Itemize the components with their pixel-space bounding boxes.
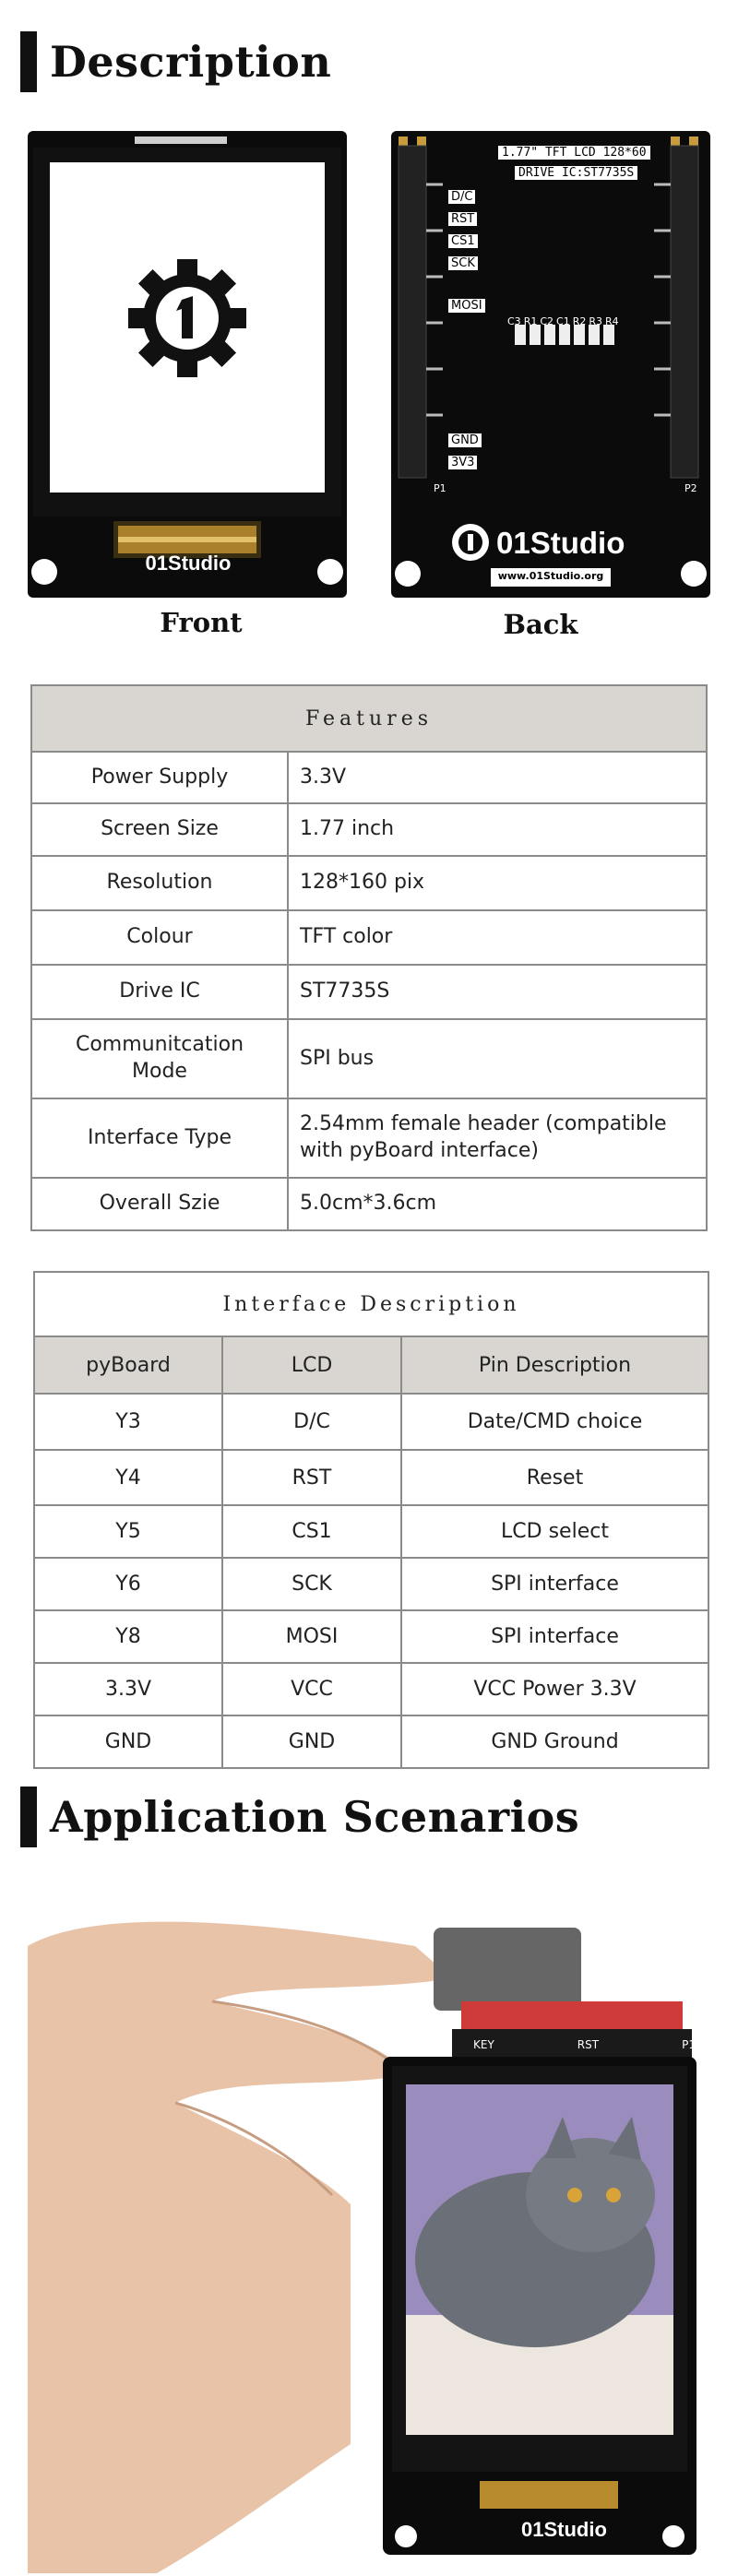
feature-value: 128*160 pix bbox=[288, 856, 707, 910]
front-caption: Front bbox=[160, 607, 243, 638]
feature-value: SPI bus bbox=[288, 1019, 707, 1098]
table-cell: Y3 bbox=[34, 1394, 222, 1450]
table-cell: Y4 bbox=[34, 1450, 222, 1505]
table-row bbox=[34, 1505, 708, 1558]
back-caption: Back bbox=[503, 609, 578, 640]
table-cell: CS1 bbox=[222, 1505, 401, 1558]
application-brand-label: 01Studio bbox=[521, 2518, 607, 2541]
table-cell: VCC Power 3.3V bbox=[401, 1663, 708, 1715]
interface-header-row bbox=[34, 1336, 708, 1394]
back-url-label: www.01Studio.org bbox=[497, 570, 604, 582]
feature-label: Power Supply bbox=[31, 752, 288, 803]
back-component-labels bbox=[507, 315, 619, 327]
feature-value: 5.0cm*3.6cm bbox=[288, 1178, 707, 1230]
back-pin-mosi: MOSI bbox=[448, 299, 485, 313]
table-row bbox=[34, 1450, 708, 1505]
application-photo bbox=[18, 1891, 720, 2573]
front-board-image bbox=[26, 129, 349, 599]
component-label: R1 bbox=[523, 315, 538, 327]
feature-label: Communitcation Mode bbox=[31, 1019, 288, 1098]
table-cell: Reset bbox=[401, 1450, 708, 1505]
table-cell: SCK bbox=[222, 1558, 401, 1610]
description-heading bbox=[20, 30, 331, 94]
back-silk-title2: DRIVE IC:ST7735S bbox=[515, 166, 637, 180]
table-cell: VCC bbox=[222, 1663, 401, 1715]
board-label-rst: RST bbox=[577, 2038, 600, 2051]
feature-value: TFT color bbox=[288, 910, 707, 965]
component-label: R2 bbox=[572, 315, 587, 327]
table-cell: LCD select bbox=[401, 1505, 708, 1558]
back-silk-title1: 1.77" TFT LCD 128*60 bbox=[498, 146, 650, 160]
table-cell: RST bbox=[222, 1450, 401, 1505]
table-row bbox=[31, 910, 707, 965]
feature-label: Interface Type bbox=[31, 1098, 288, 1178]
table-row bbox=[31, 856, 707, 910]
board-label-p1: P1 bbox=[682, 2038, 696, 2051]
table-cell: Y6 bbox=[34, 1558, 222, 1610]
heading-bar bbox=[20, 31, 37, 92]
description-title: Description bbox=[50, 37, 332, 87]
heading-bar bbox=[20, 1787, 37, 1847]
application-heading bbox=[20, 1785, 579, 1849]
column-header: Pin Description bbox=[401, 1336, 708, 1394]
table-row bbox=[34, 1610, 708, 1663]
table-row bbox=[34, 1394, 708, 1450]
front-brand-label: 01Studio bbox=[145, 552, 232, 575]
back-pin-gnd: GND bbox=[448, 433, 482, 447]
column-header: pyBoard bbox=[34, 1336, 222, 1394]
table-cell: GND bbox=[222, 1715, 401, 1768]
table-cell: Y5 bbox=[34, 1505, 222, 1558]
feature-value: 3.3V bbox=[288, 752, 707, 803]
table-cell: GND Ground bbox=[401, 1715, 708, 1768]
application-title: Application Scenarios bbox=[50, 1792, 580, 1842]
feature-value: ST7735S bbox=[288, 965, 707, 1019]
table-row bbox=[31, 1178, 707, 1230]
back-pin-dc: D/C bbox=[448, 190, 475, 204]
table-cell: 3.3V bbox=[34, 1663, 222, 1715]
table-row bbox=[31, 1098, 707, 1178]
table-cell: D/C bbox=[222, 1394, 401, 1450]
feature-label: Screen Size bbox=[31, 803, 288, 856]
table-row bbox=[31, 803, 707, 856]
table-row bbox=[34, 1715, 708, 1768]
component-label: R3 bbox=[589, 315, 603, 327]
component-label: C2 bbox=[540, 315, 554, 327]
table-cell: Y8 bbox=[34, 1610, 222, 1663]
feature-value: 1.77 inch bbox=[288, 803, 707, 856]
features-title: Features bbox=[31, 685, 707, 752]
feature-value: 2.54mm female header (compatible with pyBoard interface) bbox=[288, 1098, 707, 1178]
back-p1-label: P1 bbox=[434, 482, 446, 494]
interface-table bbox=[33, 1271, 709, 1769]
table-row bbox=[31, 752, 707, 803]
back-brand-label: 01Studio bbox=[496, 526, 625, 560]
table-row bbox=[31, 965, 707, 1019]
component-label: R4 bbox=[605, 315, 619, 327]
table-cell: MOSI bbox=[222, 1610, 401, 1663]
table-cell: GND bbox=[34, 1715, 222, 1768]
back-p2-label: P2 bbox=[684, 482, 697, 494]
table-row bbox=[34, 1663, 708, 1715]
table-row bbox=[31, 1019, 707, 1098]
component-label: C1 bbox=[556, 315, 570, 327]
back-pin-rst: RST bbox=[448, 212, 477, 226]
table-cell: Date/CMD choice bbox=[401, 1394, 708, 1450]
feature-label: Overall Szie bbox=[31, 1178, 288, 1230]
interface-title: Interface Description bbox=[34, 1272, 708, 1336]
feature-label: Colour bbox=[31, 910, 288, 965]
application-board-labels bbox=[473, 2038, 696, 2051]
board-label-key: KEY bbox=[473, 2038, 494, 2051]
table-cell: SPI interface bbox=[401, 1558, 708, 1610]
component-label: C3 bbox=[507, 315, 521, 327]
back-pin-3v3: 3V3 bbox=[448, 456, 477, 469]
table-row bbox=[34, 1558, 708, 1610]
back-pin-sck: SCK bbox=[448, 256, 478, 270]
features-table bbox=[30, 684, 708, 1231]
feature-label: Resolution bbox=[31, 856, 288, 910]
back-pin-cs1: CS1 bbox=[448, 234, 478, 248]
column-header: LCD bbox=[222, 1336, 401, 1394]
table-cell: SPI interface bbox=[401, 1610, 708, 1663]
feature-label: Drive IC bbox=[31, 965, 288, 1019]
